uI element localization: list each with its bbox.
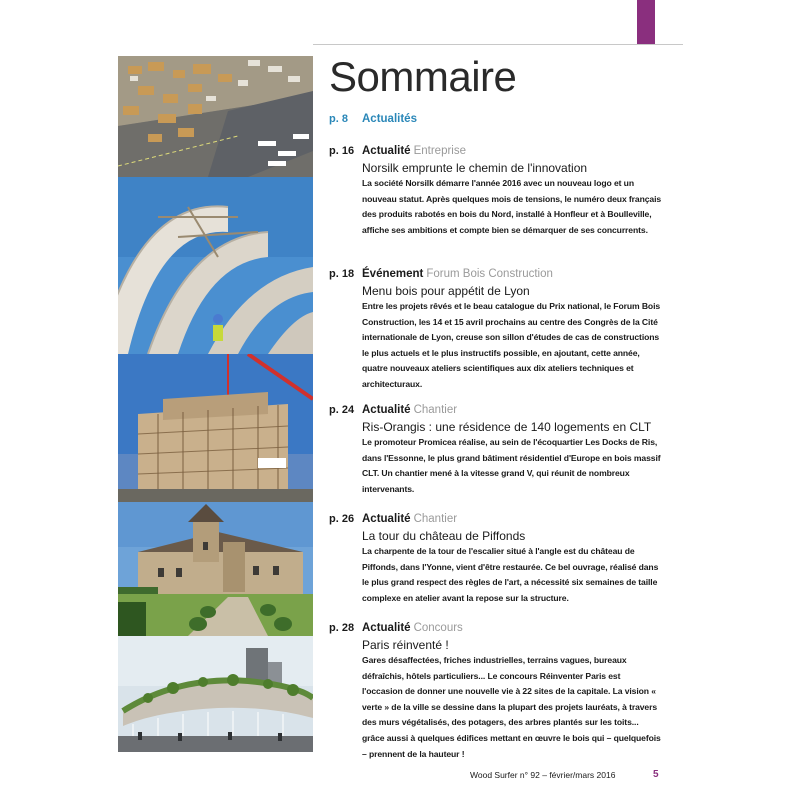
toc-entry[interactable] — [329, 144, 669, 238]
toc-page-number: p. 24 — [329, 404, 355, 416]
toc-entry[interactable] — [329, 621, 669, 762]
toc-subcategory: Forum Bois Construction — [426, 268, 553, 280]
toc-subcategory: Chantier — [413, 513, 458, 525]
toc-category: Actualité — [362, 622, 411, 634]
toc-subcategory: Chantier — [413, 404, 458, 416]
toc-entry[interactable] — [329, 403, 669, 497]
toc-page-number: p. 8 — [329, 113, 348, 125]
toc-summary: Le promoteur Promicea réalise, au sein de l'écoquartier Les Docks de Ris, dans l'Essonne, le plus grand bâtiment résidentiel d'Europe en bois massif CLT. Un chantier mené à la vitesse grand V, qui réunit de nombreux intervenants. — [362, 437, 661, 494]
header-accent-tab — [637, 0, 655, 44]
toc-page-number: p. 26 — [329, 513, 355, 525]
toc-summary: La charpente de la tour de l'escalier situé à l'angle est du château de Piffonds, dans l'Yonne, vient d'être restaurée. Ce bel ouvrage, réalisé dans le plus grand respect des règles de l'art, a nécessité six semaines de taille complexe en atelier avant la repose sur la structure. — [362, 546, 659, 603]
toc-subcategory: Entreprise — [413, 145, 466, 157]
toc-subcategory: Concours — [413, 622, 463, 634]
lumber-yard-aerial-photo — [118, 56, 313, 177]
toc-category: Actualités — [362, 113, 417, 125]
timber-arches-photo — [118, 177, 313, 354]
chateau-piffonds-photo — [118, 502, 313, 636]
toc-headline: Ris-Orangis : une résidence de 140 logements en CLT — [362, 420, 652, 434]
page-title: Sommaire — [329, 53, 517, 100]
clt-building-construction-photo — [118, 354, 313, 502]
toc-entry[interactable] — [329, 512, 669, 606]
toc-category: Événement — [362, 268, 424, 280]
toc-category: Actualité — [362, 404, 411, 416]
toc-headline: La tour du château de Piffonds — [362, 529, 526, 543]
footer-publication: Wood Surfer n° 92 – février/mars 2016 — [470, 770, 616, 780]
toc-summary: Entre les projets rêvés et le beau catalogue du Prix national, le Forum Bois Construction, les 14 et 15 avril prochains au centre des Congrès de la Cité internationale de Lyon, creuse son sillon d'études de cas de constructions le plus actuels et le plus instructifs possible, en ajoutant, cette année, quatre nouveaux ateliers scientifiques aux dix ateliers techniques et architecturaux. — [362, 301, 661, 389]
toc-entry[interactable] — [329, 267, 669, 393]
toc-category: Actualité — [362, 145, 411, 157]
toc-page-number: p. 16 — [329, 145, 355, 157]
toc-category: Actualité — [362, 513, 411, 525]
photo-strip — [118, 56, 313, 752]
header-rule — [313, 44, 683, 45]
toc-page-number: p. 28 — [329, 622, 355, 634]
footer-page-number: 5 — [653, 769, 659, 780]
toc-page-number: p. 18 — [329, 268, 355, 280]
toc-headline: Paris réinventé ! — [362, 638, 449, 652]
toc-summary: La société Norsilk démarre l'année 2016 avec un nouveau logo et un nouveau statut. Après quelques mois de tensions, le numéro deux français des produits rabotés en bois du Nord, installé à Honfleur et à Boulleville, affiche ses ambitions et compte bien se démarquer de ses concurrents. — [362, 178, 662, 235]
paris-green-building-photo — [118, 636, 313, 752]
toc-summary: Gares désaffectées, friches industrielles, terrains vagues, bureaux défraîchis, hôtels particuliers... Le concours Réinventer Paris est l'occasion de donner une nouvelle vie à 22 sites de la capitale. La vision « verte » de la ville se dessine dans la plupart des projets lauréats, à travers des murs végétalisés, des potagers, des arbres plantés sur les toits... grâce aussi à quelques édifices mettant en œuvre le bois qui – quelquefois – prennent de la hauteur ! — [362, 655, 661, 759]
toc-headline: Menu bois pour appétit de Lyon — [362, 284, 530, 298]
toc-entry[interactable] — [329, 112, 669, 126]
toc-headline: Norsilk emprunte le chemin de l'innovation — [362, 161, 588, 175]
